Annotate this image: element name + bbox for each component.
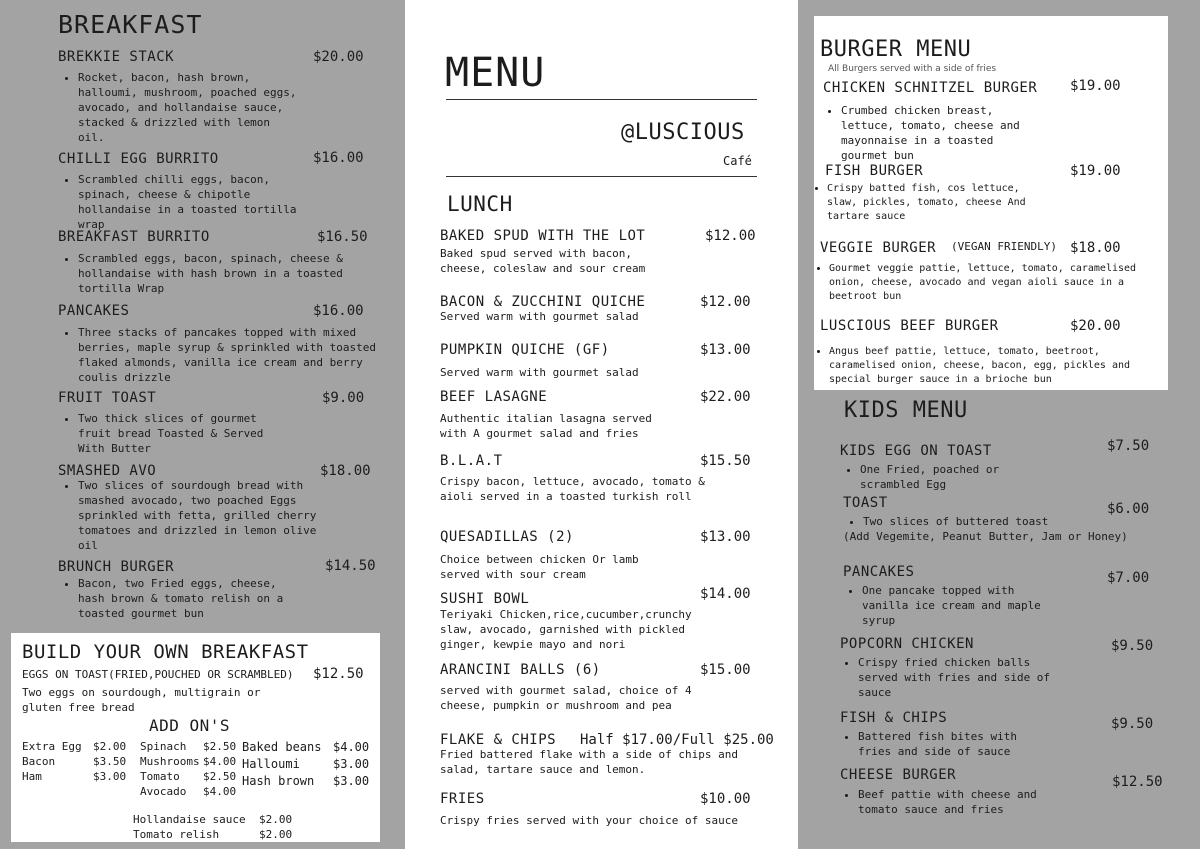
item-description: Served warm with gourmet salad bbox=[440, 310, 639, 323]
divider bbox=[446, 176, 757, 177]
item-name: FRIES bbox=[440, 791, 485, 807]
item-name: SUSHI BOWL bbox=[440, 591, 530, 607]
item-price: $9.00 bbox=[322, 390, 365, 406]
breakfast-title: BREAKFAST bbox=[58, 10, 203, 39]
item-extra: (Add Vegemite, Peanut Butter, Jam or Honey) bbox=[843, 530, 1128, 543]
addon-price: $3.00 bbox=[333, 757, 370, 771]
item-name: LUSCIOUS BEEF BURGER bbox=[820, 318, 999, 334]
addon-name: Tomato bbox=[140, 770, 180, 783]
addon-price: $2.50 bbox=[203, 770, 237, 783]
addon-name: Mushrooms bbox=[140, 755, 200, 768]
item-description: • Two thick slices of gourmet fruit bread Toasted & Served With Butter bbox=[58, 411, 278, 456]
addon-price: $4.00 bbox=[203, 785, 237, 798]
lunch-panel bbox=[405, 0, 798, 849]
addon-price: $2.00 bbox=[93, 740, 127, 753]
addon-name: Halloumi bbox=[242, 757, 300, 771]
item-description: Served warm with gourmet salad bbox=[440, 366, 639, 379]
addon-item bbox=[140, 754, 242, 769]
item-price: $9.50 bbox=[1111, 638, 1154, 654]
item-name: ARANCINI BALLS (6) bbox=[440, 662, 601, 678]
addon-name: Bacon bbox=[22, 755, 56, 768]
item-price: $12.00 bbox=[705, 228, 756, 244]
vegan-tag: (VEGAN FRIENDLY) bbox=[951, 240, 1057, 253]
item-name: CHEESE BURGER bbox=[840, 767, 957, 783]
item-price: $7.50 bbox=[1107, 438, 1150, 454]
cafe-label: Café bbox=[723, 154, 752, 168]
item-price: $16.00 bbox=[313, 303, 364, 319]
item-name: FISH BURGER bbox=[825, 163, 924, 179]
addon-price: $3.50 bbox=[93, 755, 127, 768]
addon-item bbox=[22, 754, 132, 769]
eggs-on-toast-price: $12.50 bbox=[313, 666, 364, 682]
item-description: • One Fried, poached or scrambled Egg bbox=[840, 462, 1030, 492]
item-price: $9.50 bbox=[1111, 716, 1154, 732]
kids-panel bbox=[800, 390, 1200, 849]
item-name: KIDS EGG ON TOAST bbox=[840, 443, 992, 459]
item-name: BEEF LASAGNE bbox=[440, 389, 548, 405]
item-price: $16.50 bbox=[317, 229, 368, 245]
item-price: $12.50 bbox=[1112, 774, 1163, 790]
item-description: Baked spud served with bacon, cheese, coleslaw and sour cream bbox=[440, 247, 646, 275]
item-description: • Beef pattie with cheese and tomato sauce and fries bbox=[838, 787, 1053, 817]
sauces-list bbox=[133, 812, 298, 842]
item-description: served with gourmet salad, choice of 4 cheese, pumpkin or mushroom and pea bbox=[440, 684, 692, 712]
addon-item bbox=[242, 739, 370, 756]
item-price: $15.00 bbox=[700, 662, 751, 678]
item-price: $13.00 bbox=[700, 342, 751, 358]
item-description: • Rocket, bacon, hash brown, halloumi, mushroom, poached eggs, avocado, and hollandaise sauce, stacked & drizzled with lemon oil. bbox=[58, 70, 298, 145]
item-price: $14.50 bbox=[325, 558, 376, 574]
item-name: BACON & ZUCCHINI QUICHE bbox=[440, 294, 646, 310]
item-name: BAKED SPUD WITH THE LOT bbox=[440, 228, 646, 244]
item-description: Authentic italian lasagna served with A gourmet salad and fries bbox=[440, 412, 652, 440]
addon-name: Extra Egg bbox=[22, 740, 82, 753]
item-price: Half $17.00/Full $25.00 bbox=[580, 732, 774, 748]
item-name: BREAKFAST BURRITO bbox=[58, 229, 210, 245]
addon-price: $2.50 bbox=[203, 740, 237, 753]
menu-title: MENU bbox=[445, 50, 546, 96]
eggs-on-toast-label: EGGS ON TOAST(FRIED,POUCHED OR SCRAMBLED) bbox=[22, 668, 294, 681]
addon-name: Baked beans bbox=[242, 740, 322, 754]
item-description: • Scrambled eggs, bacon, spinach, cheese & hollandaise with hash brown in a toasted tortilla Wrap bbox=[58, 251, 368, 296]
addon-price: $4.00 bbox=[203, 755, 237, 768]
burger-title: BURGER MENU bbox=[820, 37, 972, 62]
addon-item bbox=[140, 739, 242, 754]
addon-item bbox=[22, 739, 132, 754]
item-name: FISH & CHIPS bbox=[840, 710, 948, 726]
addon-price: $3.00 bbox=[333, 774, 370, 788]
eggs-on-toast-description: Two eggs on sourdough, multigrain or gluten free bread bbox=[22, 686, 261, 714]
lunch-title: LUNCH bbox=[447, 192, 513, 216]
item-description: • Two slices of sourdough bread with smashed avocado, two poached Eggs sprinkled with fetta, grilled cherry tomatoes and drizzled in lemon olive oil bbox=[58, 478, 338, 553]
kids-title: KIDS MENU bbox=[844, 398, 968, 423]
item-price: $20.00 bbox=[313, 49, 364, 65]
addons-column bbox=[140, 739, 242, 799]
sauce-name: Hollandaise sauce bbox=[133, 813, 246, 826]
addons-column bbox=[22, 739, 132, 784]
sauce-price: $2.00 bbox=[259, 813, 293, 826]
item-name: B.L.A.T bbox=[440, 453, 503, 469]
item-price: $6.00 bbox=[1107, 501, 1150, 517]
breakfast-panel bbox=[0, 0, 403, 633]
item-description: • Crispy batted fish, cos lettuce, slaw, pickles, tomato, cheese And tartare sauce bbox=[816, 182, 1046, 224]
item-name: BREKKIE STACK bbox=[58, 49, 175, 65]
item-description: • One pancake topped with vanilla ice cream and maple syrup bbox=[842, 583, 1042, 628]
item-price: $22.00 bbox=[700, 389, 751, 405]
item-description: • Gourmet veggie pattie, lettuce, tomato, caramelised onion, cheese, avocado and vegan aioli sauce in a beetroot bun bbox=[814, 262, 1154, 304]
item-name: FLAKE & CHIPS bbox=[440, 732, 557, 748]
burger-panel bbox=[814, 16, 1168, 390]
item-price: $12.00 bbox=[700, 294, 751, 310]
addon-item bbox=[242, 756, 370, 773]
item-description: • Scrambled chilli eggs, bacon, spinach, cheese & chipotle hollandaise in a toasted tortilla wrap bbox=[58, 172, 328, 232]
addon-name: Avocado bbox=[140, 785, 187, 798]
divider bbox=[446, 99, 757, 100]
addon-item bbox=[140, 769, 242, 784]
item-price: $14.00 bbox=[700, 586, 751, 602]
addon-item bbox=[242, 773, 370, 790]
sauce-item bbox=[133, 827, 298, 842]
addon-name: Hash brown bbox=[242, 774, 315, 788]
item-description: Teriyaki Chicken,rice,cucumber,crunchy slaw, avocado, garnished with pickled ginger, kewpie mayo and nori bbox=[440, 608, 692, 651]
item-description: • Bacon, two Fried eggs, cheese, hash brown & tomato relish on a toasted gourmet bun bbox=[58, 576, 298, 621]
item-name: VEGGIE BURGER bbox=[820, 240, 937, 256]
item-price: $16.00 bbox=[313, 150, 364, 166]
sauce-price: $2.00 bbox=[259, 828, 293, 841]
item-name: QUESADILLAS (2) bbox=[440, 529, 574, 545]
item-name: TOAST bbox=[843, 495, 888, 511]
item-description: • Crumbed chicken breast, lettuce, tomato, cheese and mayonnaise in a toasted gourmet bun bbox=[821, 103, 1031, 163]
item-price: $15.50 bbox=[700, 453, 751, 469]
addon-item bbox=[22, 769, 132, 784]
item-description: • Crispy fried chicken balls served with fries and side of sauce bbox=[838, 655, 1058, 700]
item-price: $19.00 bbox=[1070, 163, 1121, 179]
item-price: $19.00 bbox=[1070, 78, 1121, 94]
item-name: FRUIT TOAST bbox=[58, 390, 157, 406]
item-price: $18.00 bbox=[1070, 240, 1121, 256]
item-description: • Three stacks of pancakes topped with mixed berries, maple syrup & sprinkled with toasted flaked almonds, vanilla ice cream and berry coulis drizzle bbox=[58, 325, 378, 385]
sauce-name: Tomato relish bbox=[133, 828, 220, 841]
addons-column bbox=[242, 739, 370, 790]
item-description: Crispy bacon, lettuce, avocado, tomato & aioli served in a toasted turkish roll bbox=[440, 475, 705, 503]
item-price: $10.00 bbox=[700, 791, 751, 807]
item-name: SMASHED AVO bbox=[58, 463, 157, 479]
item-name: CHICKEN SCHNITZEL BURGER bbox=[823, 80, 1038, 96]
item-price: $18.00 bbox=[320, 463, 371, 479]
item-description: • Angus beef pattie, lettuce, tomato, beetroot, caramelised onion, cheese, bacon, egg, pickles and special burger sauce in a brioche bun bbox=[814, 345, 1159, 387]
build-your-own-panel bbox=[11, 633, 380, 842]
item-description: Crispy fries served with your choice of sauce bbox=[440, 814, 739, 827]
burger-note: All Burgers served with a side of fries bbox=[828, 64, 997, 74]
addon-name: Ham bbox=[22, 770, 42, 783]
build-title: BUILD YOUR OWN BREAKFAST bbox=[22, 641, 309, 663]
item-price: $13.00 bbox=[700, 529, 751, 545]
addons-title: ADD ON'S bbox=[149, 716, 231, 735]
item-price: $7.00 bbox=[1107, 570, 1150, 586]
item-price: $20.00 bbox=[1070, 318, 1121, 334]
addon-price: $4.00 bbox=[333, 740, 370, 754]
addon-price: $3.00 bbox=[93, 770, 127, 783]
addon-name: Spinach bbox=[140, 740, 187, 753]
item-name: PANCAKES bbox=[58, 303, 130, 319]
item-description: Fried battered flake with a side of chips and salad, tartare sauce and lemon. bbox=[440, 748, 739, 776]
addon-item bbox=[140, 784, 242, 799]
brand-name: @LUSCIOUS bbox=[621, 120, 745, 145]
item-name: BRUNCH BURGER bbox=[58, 559, 175, 575]
item-name: PUMPKIN QUICHE (GF) bbox=[440, 342, 610, 358]
item-description: • Battered fish bites with fries and side of sauce bbox=[838, 729, 1038, 759]
item-name: POPCORN CHICKEN bbox=[840, 636, 974, 652]
item-description: • Two slices of buttered toast bbox=[843, 514, 1143, 529]
item-name: CHILLI EGG BURRITO bbox=[58, 151, 219, 167]
item-name: PANCAKES bbox=[843, 564, 915, 580]
item-description: Choice between chicken Or lamb served with sour cream bbox=[440, 553, 639, 581]
sauce-item bbox=[133, 812, 298, 827]
